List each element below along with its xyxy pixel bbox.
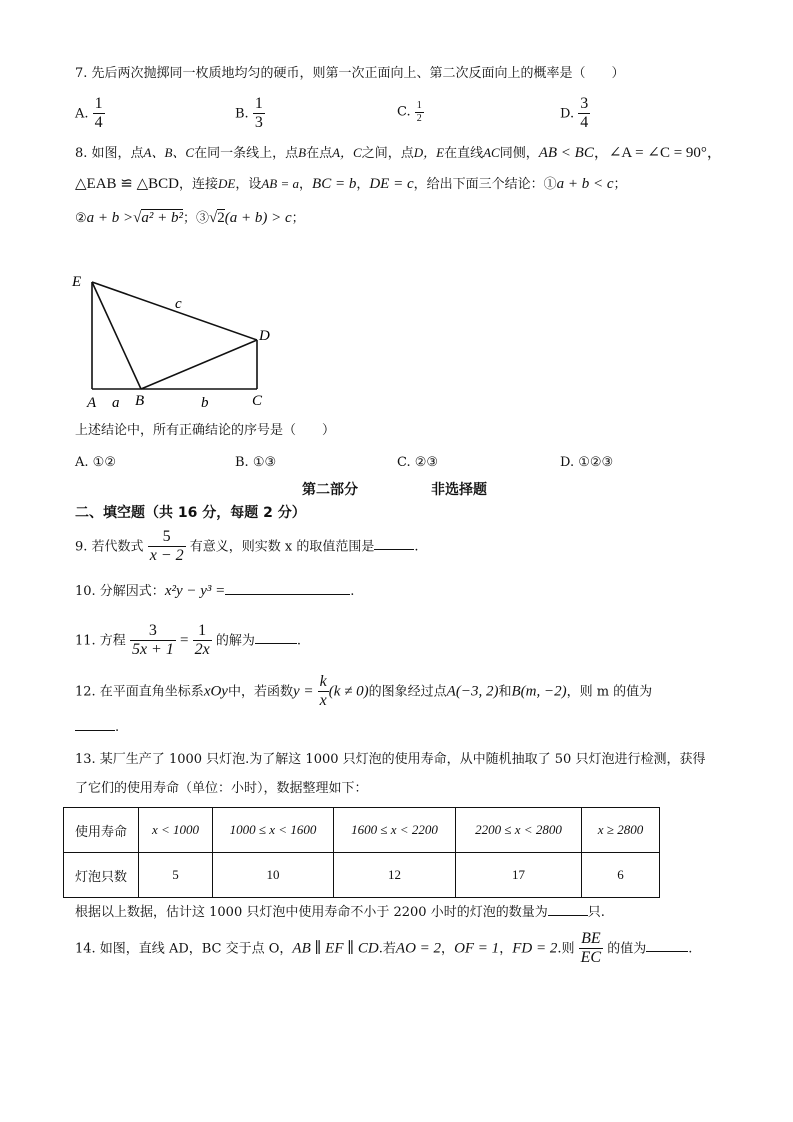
answer-blank[interactable] <box>225 594 350 595</box>
fraction: $\frac{3}{4}$ <box>580 95 589 132</box>
label-b: b <box>201 395 209 411</box>
table-cell: 10 <box>213 853 334 898</box>
q8-option-b: B. ①③ <box>235 455 277 470</box>
q8-option-d: D. ①②③ <box>560 455 614 470</box>
q13-line1: 13. 某厂生产了 1000 只灯泡.为了解这 1000 只灯泡的使用寿命，从中随机抽取了 50 只灯泡进行检测，获得 <box>75 752 706 767</box>
q12-answer-line: . <box>75 720 119 736</box>
label-C: C <box>252 393 263 409</box>
table-header: 2200 ≤ x < 2800 <box>456 808 582 853</box>
section2-heading: 二、填空题（共 16 分，每题 2 分） <box>75 505 306 521</box>
q8-option-a: A. ①② <box>75 455 116 470</box>
table-header: x ≥ 2800 <box>582 808 660 853</box>
option-letter: D. <box>560 106 575 122</box>
part2-heading-left: 第二部分 <box>302 482 358 498</box>
q8-question: 上述结论中，所有正确结论的序号是（ ） <box>75 423 336 438</box>
table-row <box>64 808 660 853</box>
q7-option-c <box>397 100 424 124</box>
q10: 10. 分解因式：x²y − y³ = . <box>75 583 355 599</box>
sqrt-sign: √ <box>133 210 142 226</box>
answer-blank[interactable] <box>548 915 588 916</box>
table-row <box>64 853 660 898</box>
fraction: $\frac{5}{x - 2}$ <box>149 528 184 565</box>
table-cell: 12 <box>334 853 456 898</box>
segment-BD <box>141 340 257 389</box>
lifetime-table <box>63 807 660 898</box>
fraction: $\frac{1}{4}$ <box>94 95 103 132</box>
q12: 12. 在平面直角坐标系xOy中，若函数y = $\frac{k}{x}$ (k ≠ 0)的图象经过点A(−3, 2)和B(m, −2)，则 m 的值为 <box>75 673 653 710</box>
option-letter: A. <box>75 106 89 122</box>
label-c: c <box>175 296 182 312</box>
q13-after: 根据以上数据，估计这 1000 只灯泡中使用寿命不小于 2200 小时的灯泡的数量为 只. <box>75 905 605 920</box>
label-D: D <box>259 328 270 344</box>
table-cell: 6 <box>582 853 660 898</box>
table-cell: 17 <box>456 853 582 898</box>
part2-heading-right: 非选择题 <box>431 482 487 498</box>
answer-blank[interactable] <box>374 549 414 550</box>
fraction: $\frac{k}{x}$ <box>319 673 327 710</box>
table-header: x < 1000 <box>139 808 213 853</box>
option-letter: C. <box>397 104 411 120</box>
q8-line2: △EAB ≌ △BCD，连接DE，设AB = a，BC = b，DE = c，给出下面三个结论：①a + b < c； <box>75 176 627 192</box>
q7-option-b <box>235 95 265 133</box>
q7-option-d <box>560 95 590 133</box>
fraction: $\frac{3}{5x + 1}$ <box>131 622 174 659</box>
table-header: 1000 ≤ x < 1600 <box>213 808 334 853</box>
q11: 11. 方程 $\frac{3}{5x + 1}$ = $\frac{1}{2x}$ 的解为 . <box>75 622 302 659</box>
fraction: $\frac{1}{2}$ <box>416 100 422 124</box>
q14: 14. 如图，直线 AD，BC 交于点 O，AB ∥ EF ∥ CD.若AO = 2，OF = 1，FD = 2.则 $\frac{BE}{EC}$ 的值为 . <box>75 930 693 967</box>
label-A: A <box>87 395 97 411</box>
fraction: $\frac{1}{3}$ <box>254 95 263 132</box>
table-row-label: 灯泡只数 <box>64 853 139 898</box>
answer-blank[interactable] <box>75 730 115 731</box>
q7-stem: 7. 先后两次抛掷同一枚质地均匀的硬币，则第一次正面向上、第二次反面向上的概率是（ ） <box>75 66 625 81</box>
table-header: 使用寿命 <box>64 808 139 853</box>
label-a: a <box>112 395 120 411</box>
fraction: $\frac{BE}{EC}$ <box>580 930 602 967</box>
q9: 9. 若代数式 $\frac{5}{x - 2}$ 有意义，则实数 x 的取值范围是 . <box>75 528 419 565</box>
option-letter: B. <box>235 106 249 122</box>
table-cell: 5 <box>139 853 213 898</box>
fraction: $\frac{1}{2x}$ <box>194 622 210 659</box>
table-header: 1600 ≤ x < 2200 <box>334 808 456 853</box>
answer-blank[interactable] <box>255 643 297 644</box>
label-E: E <box>72 274 82 290</box>
q8-option-c: C. ②③ <box>397 455 439 470</box>
segment-EB <box>92 282 141 389</box>
answer-blank[interactable] <box>646 951 688 952</box>
q8-figure <box>65 268 285 413</box>
q13-line2: 了它们的使用寿命（单位：小时），数据整理如下： <box>75 781 368 796</box>
label-B: B <box>135 393 145 409</box>
q8-line3: ②a + b >√a² + b²；③√2(a + b) > c； <box>75 210 305 226</box>
q7-option-a <box>75 95 105 133</box>
q8-line1: 8. 如图，点A、B、C在同一条线上，点B在点A，C之间，点D，E在直线AC同侧，AB < BC，∠A = ∠C = 90°， <box>75 145 722 161</box>
